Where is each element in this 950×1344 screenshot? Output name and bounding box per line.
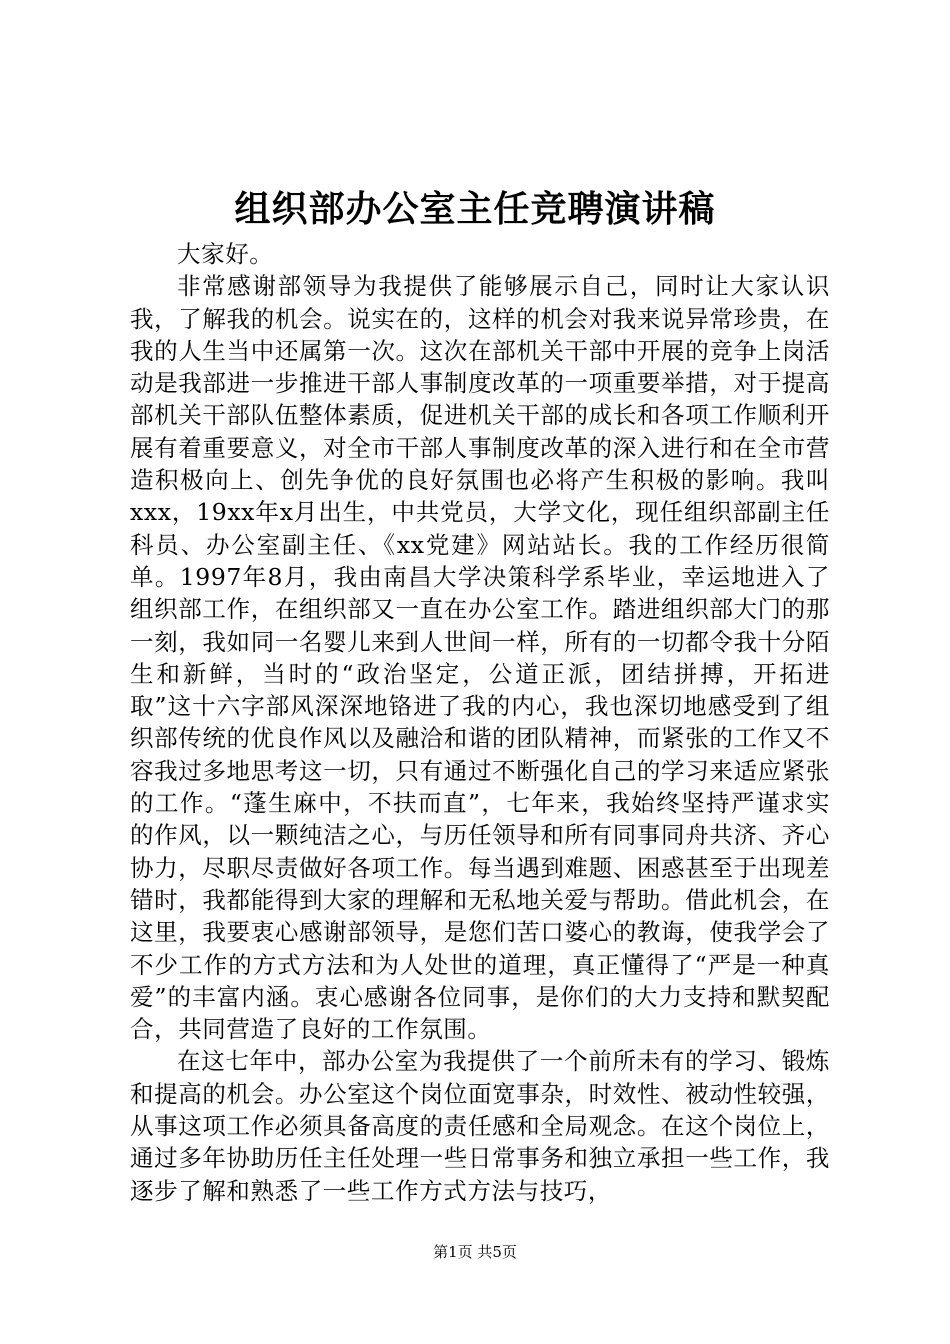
document-title: 组织部办公室主任竞聘演讲稿 (234, 188, 716, 230)
page-footer: 第1页 共5页 (433, 1243, 517, 1261)
document-body (130, 238, 830, 1207)
paragraph-greeting: 大家好。 (177, 240, 274, 268)
paragraph-office-experience: 在这七年中，部办公室为我提供了一个前所未有的学习、锻炼和提高的机会。办公室这个岗位面宽事杂，时效性、被动性较强，从事这项工作必须具备高度的责任感和全局观念。在这个岗位上，通过多年协助历任主任处理一些日常事务和独立承担一些工作，我逐步了解和熟悉了一些工作方式方法与技巧， (130, 1047, 830, 1205)
paragraph-introduction: 非常感谢部领导为我提供了能够展示自己，同时让大家认识我，了解我的机会。说实在的，这样的机会对我来说异常珍贵，在我的人生当中还属第一次。这次在部机关干部中开展的竞争上岗活动是我部进一步推进干部人事制度改革的一项重要举措，对于提高部机关干部队伍整体素质，促进机关干部的成长和各项工作顺利开展有着重要意义，对全市干部人事制度改革的深入进行和在全市营造积极向上、创先争优的良好氛围也必将产生积极的影响。我叫xxx，19xx年x月出生，中共党员，大学文化，现任组织部副主任科员、办公室副主任、《xx党建》网站站长。我的工作经历很简单。1997年8月，我由南昌大学决策科学系毕业，幸运地进入了组织部工作，在组织部又一直在办公室工作。踏进组织部大门的那一刻，我如同一名婴儿来到人世间一样，所有的一切都令我十分陌生和新鲜，当时的“政治坚定，公道正派，团结拼搏，开拓进取”这十六字部风深深地铬进了我的内心，我也深切地感受到了组织部传统的优良作风以及融洽和谐的团队精神，而紧张的工作又不容我过多地思考这一切，只有通过不断强化自己的学习来适应紧张的工作。“蓬生麻中，不扶而直”，七年来，我始终坚持严谨求实的作风，以一颗纯洁之心，与历任领导和所有同事同舟共济、齐心协力，尽职尽责做好各项工作。每当遇到难题、困惑甚至于出现差错时，我都能得到大家的理解和无私地关爱与帮助。借此机会，在这里，我要衷心感谢部领导，是您们苦口婆心的教诲，使我学会了不少工作的方式方法和为人处世的道理，真正懂得了“严是一种真爱”的丰富内涵。衷心感谢各位同事，是你们的大力支持和默契配合，共同营造了良好的工作氛围。 (130, 272, 830, 1044)
